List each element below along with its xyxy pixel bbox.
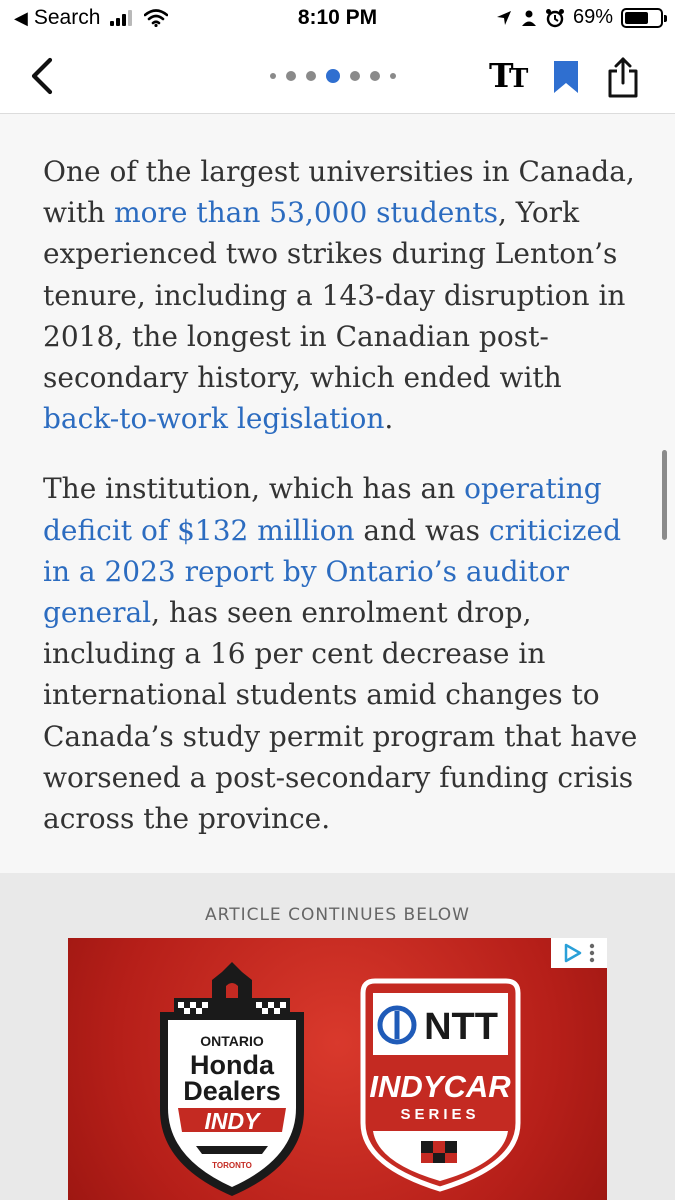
article-text: with (43, 196, 115, 230)
article-text: international students amid changes to (43, 678, 600, 712)
ad-label: ARTICLE CONTINUES BELOW (204, 905, 470, 925)
article-text: , has seen enrolment drop, (151, 596, 532, 630)
article-link[interactable]: criticized (488, 513, 622, 547)
article-text: . (384, 402, 394, 436)
status-bar (0, 0, 675, 38)
ontario-honda-dealers-indy-logo (142, 960, 322, 1200)
logo-ontario-text: ONTARIO (200, 1033, 264, 1049)
page-dot-active[interactable] (326, 69, 340, 83)
article-text: The institution, which has an (43, 472, 465, 506)
article-text: across the province. (43, 802, 331, 836)
back-chevron-icon[interactable] (26, 56, 62, 96)
article-text: One of the largest universities in Canada, (43, 155, 635, 188)
page-dot[interactable] (350, 71, 360, 81)
article-toolbar (0, 38, 675, 114)
article-paragraph (43, 468, 643, 839)
logo-indycar-text: INDYCAR (369, 1069, 511, 1104)
logo-toronto-text: TORONTO (212, 1161, 252, 1170)
bookmark-icon[interactable] (552, 60, 580, 94)
article-text: worsened a post-secondary funding crisis (43, 760, 634, 794)
page-dot[interactable] (286, 71, 296, 81)
battery-level-fill (625, 12, 648, 24)
article-text: 2018, the longest in Canadian post- (43, 319, 549, 353)
article-link[interactable]: in a 2023 report by Ontario’s auditor (43, 554, 569, 588)
battery-percent: 69% (572, 6, 613, 28)
article-paragraph (43, 151, 643, 439)
logo-indy-text: INDY (204, 1108, 260, 1134)
article-text: , York (497, 196, 580, 230)
article-text: experienced two strikes during Lenton’s (43, 237, 618, 271)
adchoices-icon[interactable] (551, 938, 607, 968)
page-dot[interactable] (306, 71, 316, 81)
article-text: secondary history, which ended with (43, 361, 562, 395)
page-indicator[interactable] (270, 69, 396, 83)
logo-ntt-text: NTT (424, 1006, 498, 1048)
page-dot[interactable] (390, 73, 396, 79)
ad-banner[interactable] (68, 938, 607, 1200)
article-link[interactable]: more than 53,000 students (114, 196, 498, 230)
article-text: Canada’s study permit program that have (43, 719, 638, 753)
logo-honda-text: Honda (190, 1050, 274, 1080)
share-icon[interactable] (606, 56, 640, 98)
text-size-icon[interactable]: T T (489, 56, 529, 95)
logo-dealers-text: Dealers (183, 1076, 281, 1106)
scrollbar[interactable] (662, 450, 667, 540)
ad-container (0, 873, 675, 1200)
article-body (43, 151, 643, 839)
ntt-indycar-series-logo (353, 973, 528, 1193)
article-text: tenure, including a 143-day disruption in (43, 278, 626, 312)
back-caret-icon: ◀ (14, 7, 28, 28)
article-link[interactable]: deficit of $132 million (43, 513, 355, 547)
status-back-app-label: Search (33, 6, 101, 29)
alarm-clock-icon (545, 8, 565, 28)
article-link[interactable]: general (43, 596, 152, 630)
battery-icon (621, 8, 663, 28)
logo-series-text: SERIES (400, 1106, 480, 1123)
location-arrow-icon (495, 9, 513, 27)
page-dot[interactable] (270, 73, 276, 79)
person-lock-icon (521, 9, 537, 27)
article-link[interactable]: back-to-work legislation (43, 402, 385, 436)
article-text: and was (354, 513, 489, 547)
page-dot[interactable] (370, 71, 380, 81)
status-right-cluster (495, 6, 663, 29)
status-time: 8:10 PM (297, 6, 378, 29)
article-text: including a 16 per cent decrease in (43, 637, 546, 671)
article-link[interactable]: operating (464, 472, 602, 506)
